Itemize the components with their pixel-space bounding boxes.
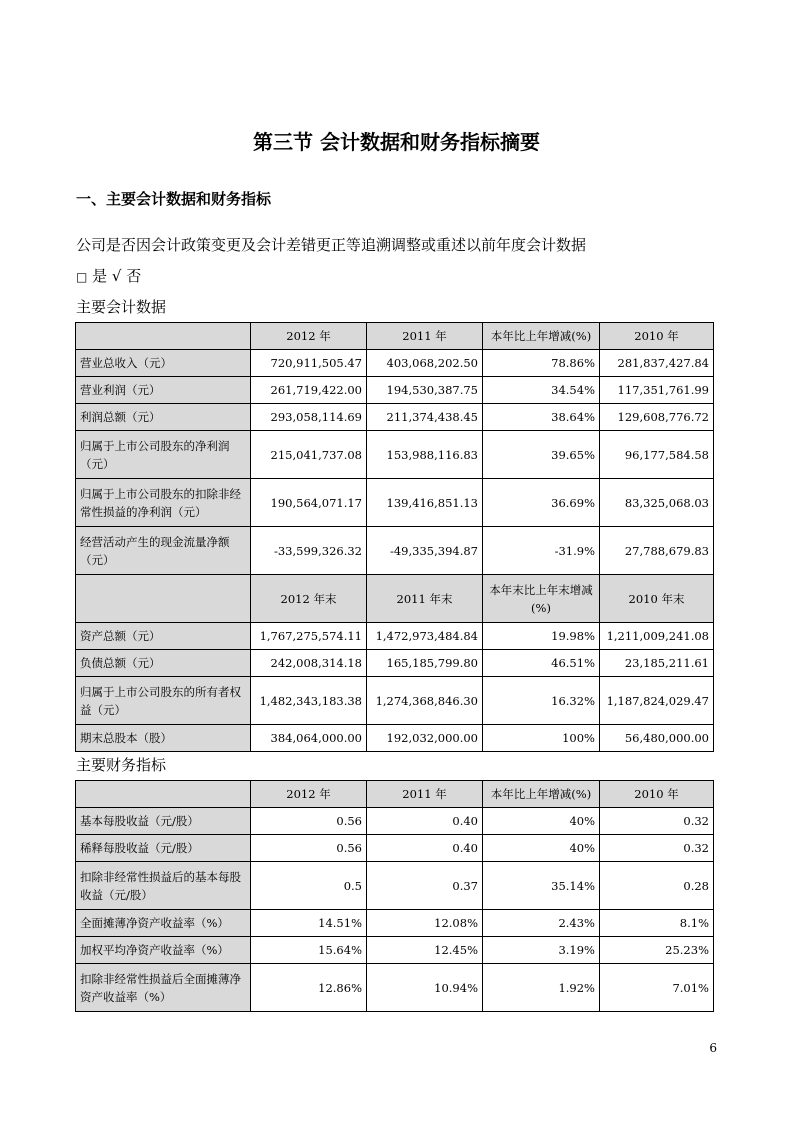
table-row <box>76 623 714 650</box>
value-cell: 0.37 <box>367 862 483 910</box>
row-label: 营业总收入（元） <box>76 350 251 377</box>
value-cell: 293,058,114.69 <box>251 404 367 431</box>
value-cell: 1,211,009,241.08 <box>600 623 714 650</box>
value-cell: 0.5 <box>251 862 367 910</box>
value-cell: 25.23% <box>600 937 714 964</box>
value-cell: 27,788,679.83 <box>600 527 714 575</box>
value-cell: 14.51% <box>251 910 367 937</box>
value-cell: 12.86% <box>251 964 367 1012</box>
value-cell: 215,041,737.08 <box>251 431 367 479</box>
table-row <box>76 404 714 431</box>
value-cell: 40% <box>483 835 600 862</box>
value-cell: 34.54% <box>483 377 600 404</box>
value-cell: 83,325,068.03 <box>600 479 714 527</box>
accounting-data-heading: 主要会计数据 <box>76 298 167 316</box>
table-row <box>76 725 714 752</box>
table-row <box>76 677 714 725</box>
table-row <box>76 431 714 479</box>
value-cell: 281,837,427.84 <box>600 350 714 377</box>
value-cell: 0.56 <box>251 808 367 835</box>
choice-no-label: 否 <box>126 267 142 285</box>
value-cell: 12.45% <box>367 937 483 964</box>
value-cell: 403,068,202.50 <box>367 350 483 377</box>
table-header-row <box>76 323 714 350</box>
section-heading: 一、主要会计数据和财务指标 <box>76 190 272 208</box>
value-cell: 3.19% <box>483 937 600 964</box>
value-cell: 192,032,000.00 <box>367 725 483 752</box>
value-cell: 165,185,799.80 <box>367 650 483 677</box>
value-cell: 139,416,851.13 <box>367 479 483 527</box>
value-cell: 19.98% <box>483 623 600 650</box>
table-header-row <box>76 781 714 808</box>
table-row <box>76 350 714 377</box>
table-row <box>76 650 714 677</box>
value-cell: -31.9% <box>483 527 600 575</box>
table-row <box>76 479 714 527</box>
header-cell: 2010 年 <box>600 781 714 808</box>
row-label: 负债总额（元） <box>76 650 251 677</box>
value-cell: 720,911,505.47 <box>251 350 367 377</box>
value-cell: 129,608,776.72 <box>600 404 714 431</box>
value-cell: 0.40 <box>367 835 483 862</box>
value-cell: 0.40 <box>367 808 483 835</box>
value-cell: 12.08% <box>367 910 483 937</box>
financial-indicators-table <box>75 780 714 1012</box>
value-cell: 1,187,824,029.47 <box>600 677 714 725</box>
value-cell: 16.32% <box>483 677 600 725</box>
restatement-choice <box>76 265 141 288</box>
value-cell: 36.69% <box>483 479 600 527</box>
value-cell: 1,482,343,183.38 <box>251 677 367 725</box>
value-cell: 384,064,000.00 <box>251 725 367 752</box>
value-cell: 117,351,761.99 <box>600 377 714 404</box>
table-header-row <box>76 575 714 623</box>
accounting-data-table <box>75 322 714 752</box>
restatement-question: 公司是否因会计政策变更及会计差错更正等追溯调整或重述以前年度会计数据 <box>76 236 587 254</box>
value-cell: 0.32 <box>600 808 714 835</box>
value-cell: -49,335,394.87 <box>367 527 483 575</box>
row-label: 基本每股收益（元/股） <box>76 808 251 835</box>
row-label: 归属于上市公司股东的扣除非经常性损益的净利润（元） <box>76 479 251 527</box>
table-row <box>76 937 714 964</box>
value-cell: 242,008,314.18 <box>251 650 367 677</box>
value-cell: 1,472,973,484.84 <box>367 623 483 650</box>
value-cell: 38.64% <box>483 404 600 431</box>
value-cell: 1.92% <box>483 964 600 1012</box>
value-cell: 78.86% <box>483 350 600 377</box>
page-number: 6 <box>709 1041 717 1055</box>
header-cell: 2010 年 <box>600 323 714 350</box>
value-cell: 100% <box>483 725 600 752</box>
value-cell: 261,719,422.00 <box>251 377 367 404</box>
header-cell: 2012 年末 <box>251 575 367 623</box>
value-cell: -33,599,326.32 <box>251 527 367 575</box>
value-cell: 0.32 <box>600 835 714 862</box>
header-blank-cell <box>76 323 251 350</box>
table-row <box>76 964 714 1012</box>
choice-yes-label: 是 <box>92 267 108 285</box>
value-cell: 211,374,438.45 <box>367 404 483 431</box>
value-cell: 35.14% <box>483 862 600 910</box>
check-mark-icon: √ <box>111 267 122 285</box>
header-cell: 2012 年 <box>251 323 367 350</box>
row-label: 归属于上市公司股东的所有者权益（元） <box>76 677 251 725</box>
header-cell: 2010 年末 <box>600 575 714 623</box>
row-label: 扣除非经常性损益后的基本每股收益（元/股） <box>76 862 251 910</box>
value-cell: 1,274,368,846.30 <box>367 677 483 725</box>
table-row <box>76 808 714 835</box>
table-row <box>76 862 714 910</box>
row-label: 加权平均净资产收益率（%） <box>76 937 251 964</box>
header-blank-cell <box>76 781 251 808</box>
value-cell: 96,177,584.58 <box>600 431 714 479</box>
table-row <box>76 910 714 937</box>
row-label: 稀释每股收益（元/股） <box>76 835 251 862</box>
row-label: 归属于上市公司股东的净利润（元） <box>76 431 251 479</box>
header-cell: 本年比上年增减(%) <box>483 781 600 808</box>
header-blank-cell <box>76 575 251 623</box>
header-cell: 2011 年 <box>367 323 483 350</box>
value-cell: 15.64% <box>251 937 367 964</box>
value-cell: 8.1% <box>600 910 714 937</box>
header-cell: 2011 年末 <box>367 575 483 623</box>
value-cell: 1,767,275,574.11 <box>251 623 367 650</box>
value-cell: 10.94% <box>367 964 483 1012</box>
row-label: 经营活动产生的现金流量净额（元） <box>76 527 251 575</box>
value-cell: 46.51% <box>483 650 600 677</box>
financial-indicators-heading: 主要财务指标 <box>76 756 167 774</box>
header-cell: 2012 年 <box>251 781 367 808</box>
header-cell: 2011 年 <box>367 781 483 808</box>
row-label: 利润总额（元） <box>76 404 251 431</box>
value-cell: 7.01% <box>600 964 714 1012</box>
row-label: 资产总额（元） <box>76 623 251 650</box>
row-label: 全面摊薄净资产收益率（%） <box>76 910 251 937</box>
row-label: 期末总股本（股） <box>76 725 251 752</box>
row-label: 扣除非经常性损益后全面摊薄净资产收益率（%） <box>76 964 251 1012</box>
value-cell: 2.43% <box>483 910 600 937</box>
table-row <box>76 835 714 862</box>
row-label: 营业利润（元） <box>76 377 251 404</box>
table-row <box>76 377 714 404</box>
value-cell: 40% <box>483 808 600 835</box>
value-cell: 153,988,116.83 <box>367 431 483 479</box>
value-cell: 23,185,211.61 <box>600 650 714 677</box>
value-cell: 0.28 <box>600 862 714 910</box>
page-title: 第三节 会计数据和财务指标摘要 <box>253 130 540 154</box>
value-cell: 190,564,071.17 <box>251 479 367 527</box>
value-cell: 39.65% <box>483 431 600 479</box>
checkbox-icon: □ <box>76 270 88 284</box>
table-row <box>76 527 714 575</box>
value-cell: 194,530,387.75 <box>367 377 483 404</box>
header-cell: 本年末比上年末增减(%) <box>483 575 600 623</box>
value-cell: 0.56 <box>251 835 367 862</box>
header-cell: 本年比上年增减(%) <box>483 323 600 350</box>
value-cell: 56,480,000.00 <box>600 725 714 752</box>
